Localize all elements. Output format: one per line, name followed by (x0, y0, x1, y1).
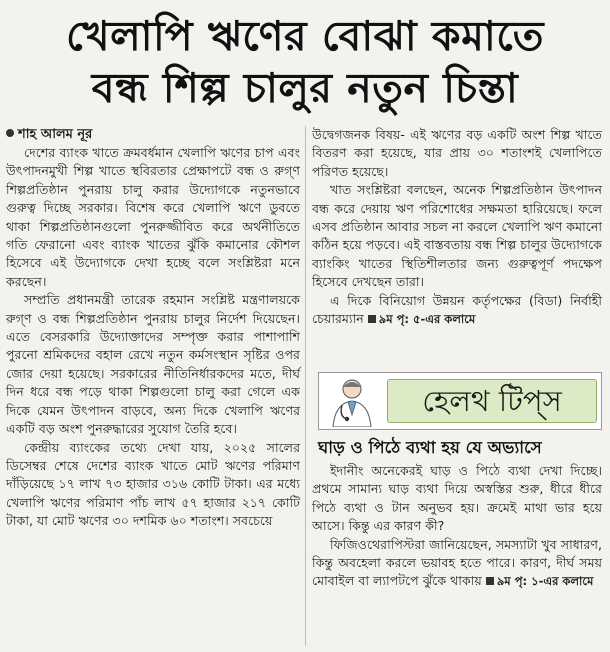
article-paragraph (312, 292, 602, 329)
article-paragraph: খাত সংশ্লিষ্টরা বলছেন, অনেক শিল্পপ্রতিষ্ঠান উৎপাদন বন্ধ করে দেয়ায় ঋণ পরিশোধের সক্ষমতা হারিয়েছে। ফলে এসব প্রতিষ্ঠান আবার সচল না করলে খেলাপি ঋণ কমানো কঠিন হয়ে পড়বে। এই বাস্তবতায় বন্ধ শিল্প চালুর উদ্যোগকে ব্যাংকিং খাতের স্থিতিশীলতার জন্য গুরুত্বপূর্ণ পদক্ষেপ হিসেবে দেখছেন তারা। (312, 182, 602, 290)
jump-text: ৯ম পৃ: ১-এর কলামে (496, 574, 594, 589)
article-column-left (6, 126, 300, 531)
health-paragraph: ইদানীং অনেকেরই ঘাড় ও পিঠে ব্যথা দেখা দিচ্ছে। প্রথমে সামান্য ঘাড় ব্যথা দিয়ে অস্বস্তির শুরু, ধীরে ধীরে পিঠে ব্যথা ও টান অনুভব হয়। ক্রমেই মাথা ভার হয়ে আসে। কিন্তু এর কারণ কী? (312, 463, 602, 534)
doctor-icon (323, 375, 381, 427)
jump-link[interactable] (368, 312, 476, 326)
column-divider (305, 126, 306, 646)
article-paragraph: সম্প্রতি প্রধানমন্ত্রী তারেক রহমান সংশ্লিষ্ট মন্ত্রণালয়কে রুগ্ণ ও বন্ধ শিল্পপ্রতিষ্ঠান পুনরায় চালুর নির্দেশ দিয়েছেন। এতে বেসরকারি উদ্যোক্তাদের সম্পৃক্ত করার পাশাপাশি পুরনো শ্রমিকদের বহাল রেখে নতুন কর্মসংস্থান সৃষ্টির ওপর জোর দেয়া হয়েছে। সরকারের নীতিনির্ধারকদের মতে, দীর্ঘ দিন ধরে বন্ধ পড়ে থাকা শিল্পগুলো চালু করা গেলে এক দিকে যেমন উৎপাদন বাড়বে, অন্য দিকে খেলাপি ঋণের একটি বড় অংশ পুনরুদ্ধারের সুযোগ তৈরি হবে। (6, 292, 300, 437)
health-paragraph-text: ফিজিওথেরাপিস্টরা জানিয়েছেন, সমস্যাটা খুব সাধারণ, কিন্তু অবহেলা করলে ভয়াবহ হতে পারে। কারণ, দীর্ঘ সময় মোবাইল বা ল্যাপটপে ঝুঁকে থাকায় (312, 536, 602, 589)
byline-text: শাহ আলম নূর (18, 127, 93, 142)
health-tips-banner (318, 372, 602, 430)
headline (0, 10, 610, 114)
health-paragraph (312, 536, 602, 591)
square-bullet-icon (486, 577, 494, 585)
article-paragraph: উদ্বেগজনক বিষয়- এই ঋণের বড় একটি অংশ শিল্প খাতে বিতরণ করা হয়েছে, যার প্রায় ৩০ শতাংশই খেলাপিতে পরিণত হয়েছে। (312, 127, 602, 179)
byline (6, 126, 300, 144)
square-bullet-icon (368, 315, 376, 323)
article-paragraph: দেশের ব্যাংক খাতে ক্রমবর্ধমান খেলাপি ঋণের চাপ এবং উৎপাদনমুখী শিল্প খাতে স্থবিরতার প্রেক্ষাপটে বন্ধ ও রুগ্ণ শিল্পপ্রতিষ্ঠান পুনরায় চালু করার উদ্যোগকে নতুনভাবে গুরুত্ব দিচ্ছে সরকার। বিশেষ করে খেলাপি ঋণে ডুবতে থাকা শিল্পপ্রতিষ্ঠানগুলো পুনরুজ্জীবিত করে অর্থনীতিতে গতি ফেরানো এবং ব্যাংক খাতের ঝুঁকি কমানোর কৌশল হিসেবে এই উদ্যোগকে দেখা হচ্ছে বলে সংশ্লিষ্টরা মনে করছেন। (6, 145, 300, 289)
article-paragraph: কেন্দ্রীয় ব্যাংকের তথ্যে দেখা যায়, ২০২৫ সালের ডিসেম্বর শেষে দেশের ব্যাংক খাতে মোট ঋণের পরিমাণ দাঁড়িয়েছে ১৭ লাখ ৭৩ হাজার ৩১৬ কোটি টাকা। এর মধ্যে খেলাপি ঋণের পরিমাণ পাঁচ লাখ ৫৭ হাজার ২১৭ কোটি টাকা, যা মোট ঋণের ৩০ দশমিক ৬০ শতাংশ। সবচেয়ে (6, 439, 300, 529)
headline-line-2: বন্ধ শিল্প চালুর নতুন চিন্তা (91, 64, 519, 112)
article-column-right (312, 126, 602, 328)
article-paragraph-text: এ দিকে বিনিয়োগ উন্নয়ন কর্তৃপক্ষের (বিডা) নির্বাহী চেয়ারম্যান (312, 292, 602, 327)
headline-line-1: খেলাপি ঋণের বোঝা কমাতে (66, 12, 544, 60)
health-article (312, 462, 602, 591)
health-subheadline: ঘাড় ও পিঠে ব্যথা হয় যে অভ্যাসে (318, 438, 542, 457)
jump-link[interactable] (486, 574, 594, 588)
bullet-icon (6, 129, 14, 137)
jump-text: ৯ম পৃ: ৫-এর কলামে (378, 312, 476, 327)
health-tips-tag: হেলথ টিপ্‌স (387, 379, 597, 423)
